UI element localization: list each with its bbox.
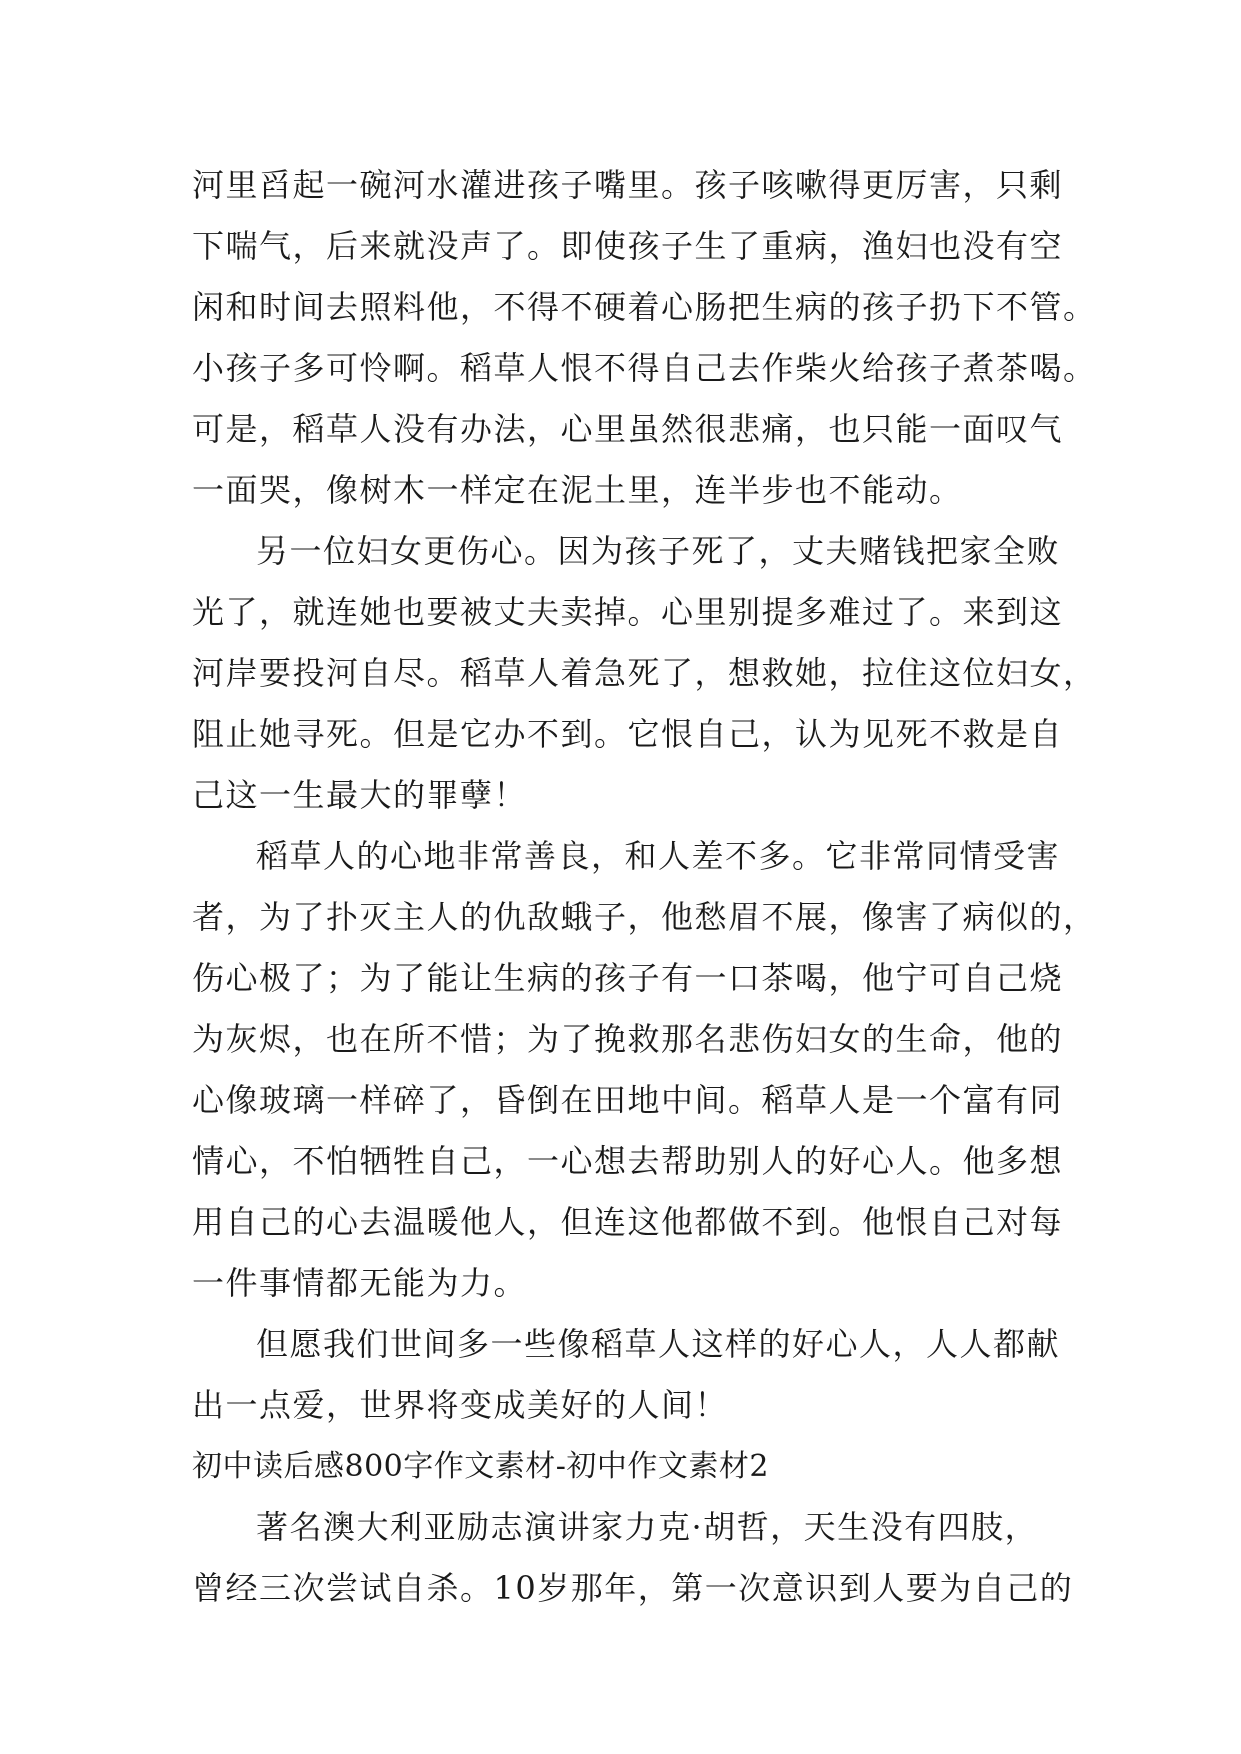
text-line: 一面哭，像树木一样定在泥土里，连半步也不能动。: [192, 471, 963, 509]
text-line: 可是，稻草人没有办法，心里虽然很悲痛，也只能一面叹气: [192, 410, 1064, 448]
text-line: 光了，就连她也要被丈夫卖掉。心里别提多难过了。来到这: [192, 593, 1064, 631]
paragraph-start-line: 但愿我们世间多一些像稻草人这样的好心人，人人都献: [256, 1325, 1061, 1363]
section-heading: 初中读后感800字作文素材-初中作文素材2: [192, 1449, 769, 1484]
text-line: 出一点爱，世界将变成美好的人间！: [192, 1386, 729, 1424]
text-line: 者，为了扑灭主人的仇敌蛾子，他愁眉不展，像害了病似的，: [192, 898, 1097, 936]
paragraph-start-line: 稻草人的心地非常善良，和人差不多。它非常同情受害: [256, 837, 1061, 875]
text-line: 曾经三次尝试自杀。10岁那年，第一次意识到人要为自己的: [192, 1569, 1074, 1607]
text-line: 阻止她寻死。但是它办不到。它恨自己，认为见死不救是自: [192, 715, 1064, 753]
body-text: [192, 155, 1097, 1619]
paragraph-start-line: 著名澳大利亚励志演讲家力克·胡哲，天生没有四肢，: [256, 1508, 1039, 1546]
text-line: 下喘气，后来就没声了。即使孩子生了重病，渔妇也没有空: [192, 227, 1064, 265]
text-line: 用自己的心去温暖他人，但连这他都做不到。他恨自己对每: [192, 1203, 1064, 1241]
text-line: 心像玻璃一样碎了，昏倒在田地中间。稻草人是一个富有同: [192, 1081, 1064, 1119]
text-line: 伤心极了；为了能让生病的孩子有一口茶喝，他宁可自己烧: [192, 959, 1064, 997]
text-line: 河岸要投河自尽。稻草人着急死了，想救她，拉住这位妇女，: [192, 654, 1097, 692]
text-line: 为灰烬，也在所不惜；为了挽救那名悲伤妇女的生命，他的: [192, 1020, 1064, 1058]
text-line: 闲和时间去照料他，不得不硬着心肠把生病的孩子扔下不管。: [192, 288, 1097, 326]
text-line: 一件事情都无能为力。: [192, 1264, 528, 1302]
paragraph-start-line: 另一位妇女更伤心。因为孩子死了，丈夫赌钱把家全败: [256, 532, 1061, 570]
text-line: 河里舀起一碗河水灌进孩子嘴里。孩子咳嗽得更厉害，只剩: [192, 166, 1064, 204]
text-line: 小孩子多可怜啊。稻草人恨不得自己去作柴火给孩子煮茶喝。: [192, 349, 1097, 387]
text-line: 情心，不怕牺牲自己，一心想去帮助别人的好心人。他多想: [192, 1142, 1064, 1180]
text-line: 己这一生最大的罪孽！: [192, 776, 528, 814]
